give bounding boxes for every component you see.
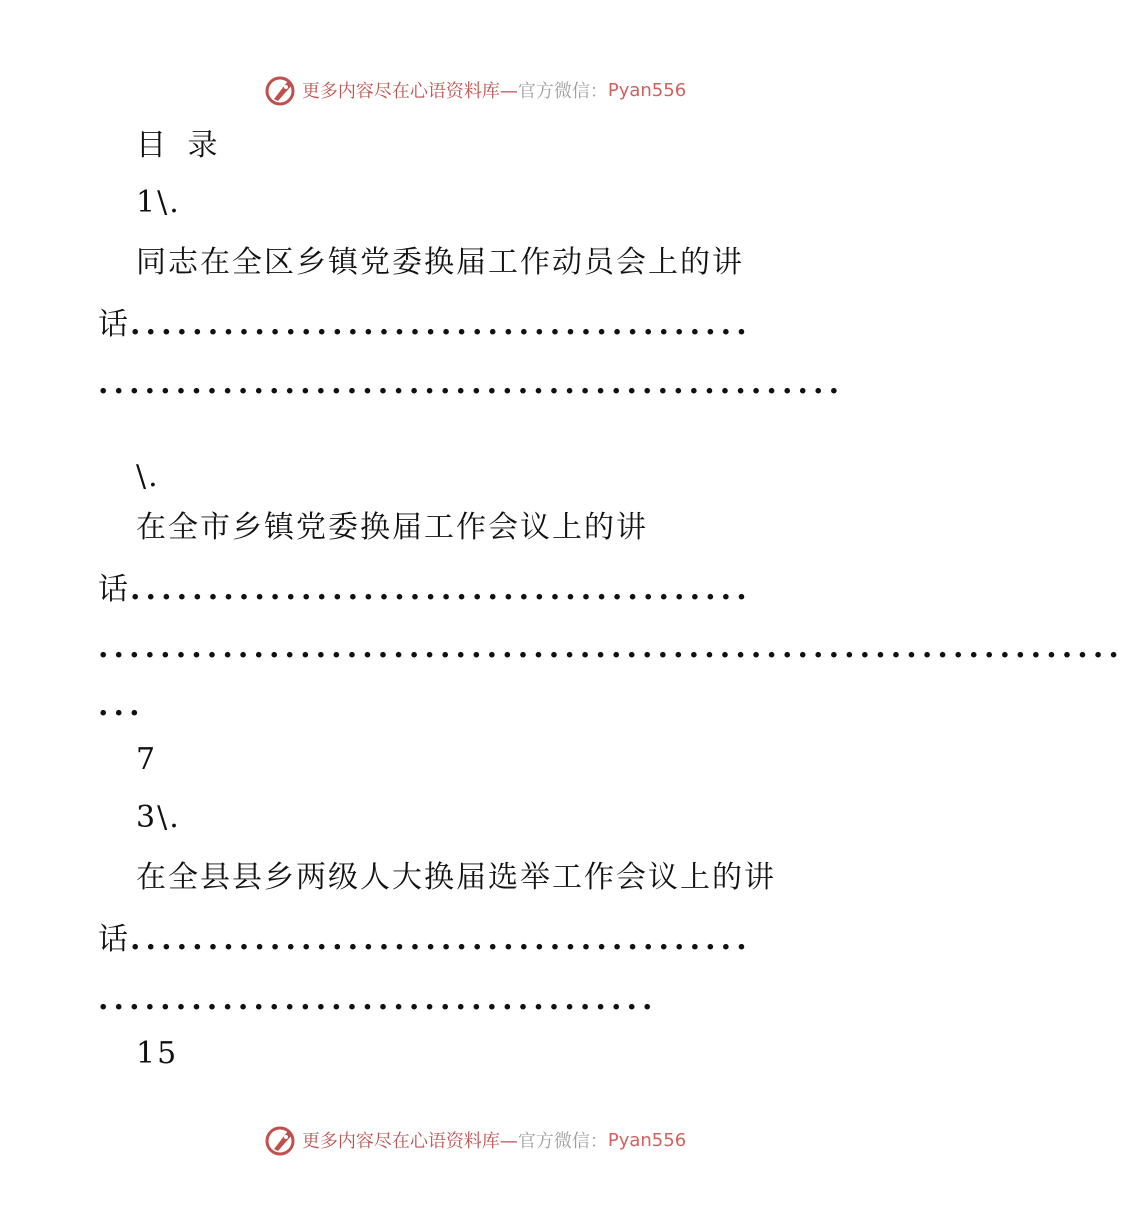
- toc-entry-2-leader-line: [98, 570, 752, 610]
- toc-entry-2-heading[interactable]: 在全市乡镇党委换届工作会议上的讲: [136, 510, 648, 545]
- toc-entry-2-dots: ........................................: [130, 572, 752, 607]
- pen-nib-logo-icon: [264, 1123, 298, 1157]
- banner-wechat-label: 官方微信：: [517, 81, 608, 102]
- toc-entry-3-dots-continued: ....................................: [98, 982, 658, 1017]
- toc-entry-2-page: 7: [136, 742, 158, 777]
- header-banner: [0, 70, 950, 110]
- toc-entry-1-heading[interactable]: 同志在全区乡镇党委换届工作动员会上的讲: [136, 245, 744, 280]
- toc-entry-3-number: 3\.: [136, 800, 181, 835]
- toc-entry-1-dots-continued: ................................................: [98, 366, 845, 401]
- toc-entry-2-lead: 话: [98, 572, 130, 607]
- toc-entry-1-dots: ........................................: [130, 307, 752, 342]
- footer-banner: [0, 1120, 950, 1160]
- toc-entry-2-number: \.: [136, 459, 160, 494]
- toc-entry-3-lead: 话: [98, 922, 130, 957]
- banner-wechat-id: Pyan556: [607, 1129, 687, 1151]
- toc-entry-2-dots-end: ...: [98, 688, 145, 723]
- toc-entry-1-lead: 话: [98, 307, 130, 342]
- toc-entry-3-heading[interactable]: 在全县县乡两级人大换届选举工作会议上的讲: [136, 860, 776, 895]
- toc-entry-3-page: 15: [136, 1036, 179, 1071]
- pen-nib-logo-icon: [264, 73, 298, 107]
- banner-wechat-id: Pyan556: [607, 79, 687, 101]
- toc-entry-1-number: 1\.: [136, 185, 181, 220]
- toc-entry-3-dots: ........................................: [130, 922, 752, 957]
- toc-title: 目 录: [136, 128, 224, 163]
- toc-entry-1-leader-line: [98, 305, 752, 345]
- banner-wechat-label: 官方微信：: [517, 1131, 608, 1152]
- toc-entry-2-dots-continued: ..................................................................: [98, 630, 1124, 665]
- banner-text: 更多内容尽在心语资料库—: [301, 81, 518, 102]
- toc-entry-3-leader-line: [98, 920, 752, 960]
- banner-text: 更多内容尽在心语资料库—: [301, 1131, 518, 1152]
